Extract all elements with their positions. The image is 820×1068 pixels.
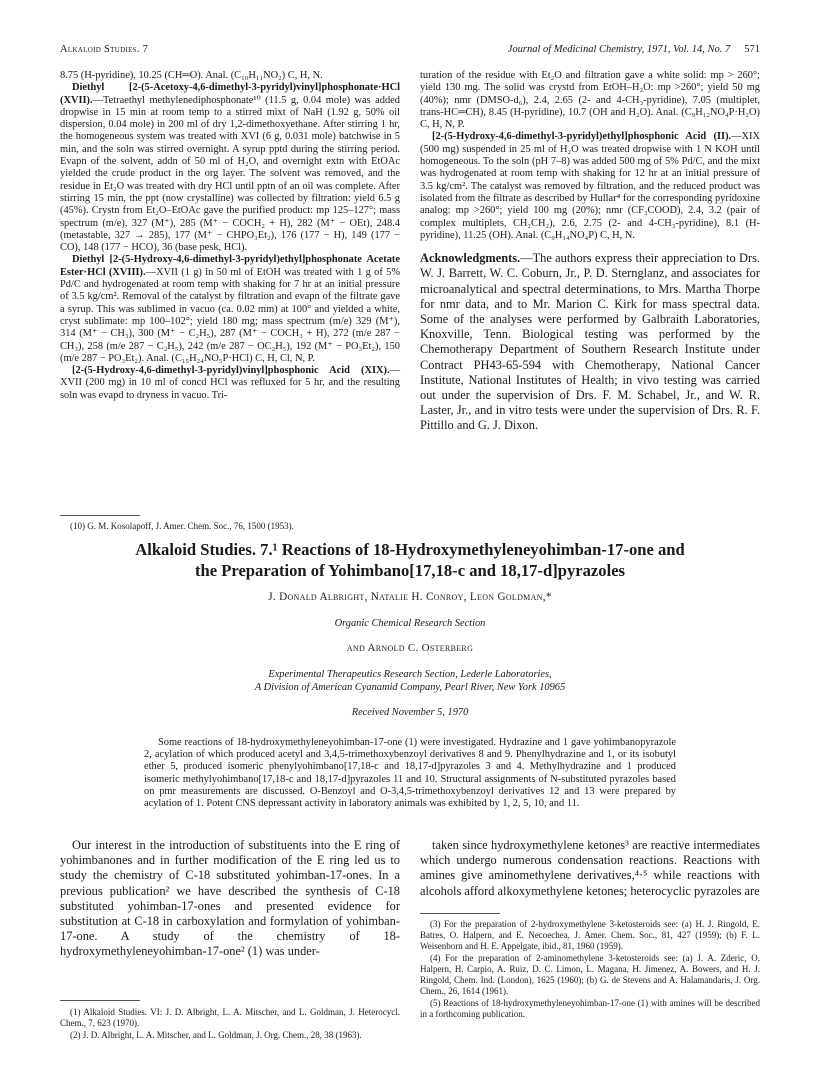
body-paragraph: Our interest in the introduction of substituents into the E ring of yohimbanones and in further modification of the E ring led us to study the chemistry of C-18 substituted yohimban-17-ones. In a previous publication² we have described the synthesis of C-18 substituted yohimban-17-ones and presented evidence for substitution at C-18 in carboxylation and formylation of yohimban-17-one. A study of the chemistry of 18-hydroxymethyleneyohimban-17-one² (1) was under- <box>60 838 400 959</box>
paragraph-text: —XIX (500 mg) suspended in 25 ml of H₂O was treated dropwise with 1 N KOH until homogeneous. To the soln (pH 7–8) was added 500 mg of 5% Pd/C, and the mixt was hydrogenated at room temp with shaking for 12 hr at an initial pressure of 3.5 kg/cm². The catalyst was removed by filtration, and the reduced product was isolated from the filtrate as described by Hullar⁴ for the corresponding pyridoxine analog: mp >260°; yield 100 mg (20%); nmr (CF₃COOD), 2.4, 3.2 (pair of complex multiplets, CH₂CH₂), 2.6, 2.75 (2- and 4-CH₃-pyridine), 8.1 (H-pyridine), 11.25 (OH). Anal. (C₉H₁₄NO₄P) C, H, N. <box>420 131 760 241</box>
footnote: (3) For the preparation of 2-hydroxymethylene 3-ketosteroids see: (a) H. J. Ringold, E. Batres, O. Halpern, and E. Necoechea, J. Amer. Chem. Soc., 81, 427 (1959); (b) F. L. Weisenborn and H. E. Appelgate, ibid., 81, 1960 (1959). <box>420 919 760 951</box>
experimental-paragraph <box>420 131 760 242</box>
right-column-experimental <box>420 70 760 434</box>
footnote-divider <box>420 913 500 914</box>
body-paragraph: taken since hydroxymethylene ketones³ are reactive intermediates which undergo numerous condensation reactions. Reactions with amines give aminomethylene derivatives,⁴·⁵ while reactions with alcohols afford alkoxymethylene ketones; heterocyclic pyrazoles are <box>420 838 760 898</box>
affiliation-line: Experimental Therapeutics Research Section, Lederle Laboratories, <box>268 669 552 680</box>
experimental-paragraph: turation of the residue with Et₂O and filtration gave a white solid: mp > 260°; yield 130 mg. The solid was crystd from EtOH–H₂O: mp >260°; yield 50 mg (40%); nmr (DMSO-d₆), 2.4, 2.65 (2- and 4-CH₃-pyridine), 7.05 (multiplet, trans-HC═CH), 8.45 (H-pyridine), 10.7 (OH and H₂O). Anal. (C₉H₁₂NO₄P·H₂O) C, H, N, P. <box>420 70 760 131</box>
title-line: the Preparation of Yohimbano[17,18-c and 18,17-d]pyrazoles <box>194 561 626 580</box>
compound-heading: [2-(5-Hydroxy-4,6-dimethyl-3-pyridyl)ethyl]phosphonic Acid (II). <box>432 131 732 143</box>
footnotes-left <box>60 1007 400 1042</box>
affiliation-line: A Division of American Cyanamid Company, Pearl River, New York 10965 <box>254 682 566 693</box>
body-left-column <box>60 838 400 960</box>
received-date: Received November 5, 1970 <box>351 707 469 718</box>
footnote: (2) J. D. Albright, L. A. Mitscher, and L. Goldman, J. Org. Chem., 28, 38 (1963). <box>70 1030 362 1040</box>
experimental-paragraph <box>60 365 400 402</box>
footnotes-right <box>420 919 760 1021</box>
page-header <box>60 44 760 58</box>
second-author: and Arnold C. Osterberg <box>346 642 474 654</box>
compound-heading: Diethyl [2-(5-Hydroxy-4,6-dimethyl-3-pyridyl)ethyl]phosphonate Acetate Ester·HCl (XVIII). <box>60 254 400 278</box>
experimental-paragraph <box>60 254 400 365</box>
compound-heading: Diethyl [2-(5-Acetoxy-4,6-dimethyl-3-pyridyl)vinyl]phosphonate·HCl (XVII). <box>60 82 400 106</box>
acknowledgments-text: —The authors express their appreciation to Drs. W. J. Barrett, W. C. Coburn, Jr., P. D. Sternglanz, and associates for microanalytical and spectral determinations, to Mrs. Martha Thorpe for nmr data, and to Mr. Marion C. Kirk for mass spectral data. Some of the analyses were performed by Galbraith Laboratories, Knoxville, Tenn. Biological testing was performed by the Chemotherapy Department of Southern Research Institute under Contract PH43-65-594 with Chemotherapy, National Cancer Institute, National Institutes of Health; in vivo testing was carried out under the supervision of Drs. F. M. Schabel, Jr., and W. R. Laster, Jr., and in vitro tests were under the supervision of Drs. R. F. Pittillo and G. J. Dixon. <box>420 251 760 433</box>
paragraph-text: —XVII (200 mg) in 10 ml of concd HCl was refluxed for 5 hr, and the resulting soln was evapd to dryness in vacuo. Tri- <box>60 365 400 401</box>
footnote-divider <box>60 515 140 516</box>
footnote-block <box>60 521 400 533</box>
running-title: Alkaloid Studies. 7 <box>60 44 149 55</box>
journal-name: Journal of Medicinal Chemistry, 1971, Vol. 14, No. 7 <box>507 44 731 55</box>
footnote-divider <box>60 1000 140 1001</box>
page-number: 571 <box>744 44 760 55</box>
paragraph-text: —Tetraethyl methylenediphosphonate¹⁰ (11.5 g, 0.04 mole) was added dropwise in 15 min at room temp to a stirred mixt of NaH (1.92 g, 50% oil dispersion, 0.04 mole) in 200 ml of dry 1,2-dimethoxyethane. After stirring 1 hr, the homogeneous system was treated with XVI (6 g, 0.031 mole) batchwise in 5 min, and the soln was stirred overnight. A syrup pptd during the stirring period. Evapn of the solvent, addn of 50 ml of H₂O, and overnight extn with EtOAc yielded the crude product in the org layer. The solvent was removed, and the residue in Et₂O was treated with dry HCl until pptn of an oil was complete. After stirring 15 min, the ppt (now crystalline) was collected by filtration: yield 6.5 g (45%). Crystn from Et₂O–EtOAc gave the purified product: mp 125–127°; mass spectrum (m/e), 327 (M⁺), 285 (M⁺ − COCH₂ + H), 282 (M⁺ − OEt), 248.4 (metastable, 327 → 285), 177 (M⁺ − CHPO₃Et₂), 176 (177 − H), 149 (177 − CO), 148 (177 − HCO), 36 (base pesk, HCl). <box>60 94 400 254</box>
compound-heading: [2-(5-Hydroxy-4,6-dimethyl-3-pyridyl)vinyl]phosphonic Acid (XIX). <box>72 365 390 377</box>
footnote: (1) Alkaloid Studies. VI: J. D. Albright, L. A. Mitscher, and L. Goldman, J. Heterocycl. Chem., 7, 623 (1970). <box>60 1007 400 1028</box>
footnote: (10) G. M. Kosolapoff, J. Amer. Chem. Soc., 76, 1500 (1953). <box>70 521 294 531</box>
acknowledgments <box>420 251 760 433</box>
body-right-column <box>420 838 760 899</box>
experimental-paragraph: 8.75 (H-pyridine), 10.25 (CH═O). Anal. (C₁₀H₁₁NO₂) C, H, N. <box>60 70 323 81</box>
author-list: J. Donald Albright, Natalie H. Conroy, Leon Goldman,* <box>268 591 552 603</box>
title-line: Alkaloid Studies. 7.¹ Reactions of 18-Hydroxymethyleneyohimban-17-one and <box>135 540 685 559</box>
paragraph-text: —XVII (1 g) in 50 ml of EtOH was treated with 1 g of 5% Pd/C and hydrogenated at room temp with shaking for 7 hr at an initial pressure of 3.5 kg/cm². Removal of the catalyst by filtration and evapn of the filtrate gave a syrup. This was sublimed in vacuo (ca. 0.02 mm) at 100° and yielded a white, cryst sublimate: mp 100–102°; yield 180 mg; mass spectrum (m/e) 329 (M⁺), 314 (M⁺ − CH₃), 300 (M⁺ − C₂H₅), 287 (M⁺ − COCH₃ + H), 272 (m/e 287 − CH₃), 258 (m/e 287 − C₂H₅), 242 (m/e 287 − OC₂H₅), 192 (M⁺ − PO₃Et₂), 150 (m/e 287 − PO₃Et₂). Anal. (C₁₅H₂₄NO₅P·HCl) C, H, Cl, N, P. <box>60 266 400 364</box>
left-column-experimental <box>60 70 400 402</box>
footnote: (4) For the preparation of 2-aminomethylene 3-ketosteroids see: (a) J. A. Zderic, O. Halpern, H. Carpio, A. Ruiz, D. C. Limon, L. Magana, H. Jimenez, A. Bowers, and H. J. Ringold, Chem. Ind. (London), 1625 (1960); (b) G. de Stevens and A. Halamandaris, J. Org. Chem., 26, 1614 (1961). <box>420 953 760 996</box>
acknowledgments-heading: Acknowledgments. <box>420 251 521 266</box>
experimental-paragraph <box>60 82 400 254</box>
abstract: Some reactions of 18-hydroxymethyleneyohimban-17-one (1) were investigated. Hydrazine and 1 gave yohimbanopyrazole 2, acylation of which produced acetyl and 3,4,5-trimethoxybenzoyl derivatives 8 and 9. Phenylhydrazine and 1, or its isobutyl ether 5, produced isomeric phenylyohimbano[17,18-c and 18,17-d]pyrazoles 3 and 4. Methylhydrazine and 1 produced isomeric methylyohimbano[17,18-c and 18,17-d]pyrazoles 11 and 10. Structural assignments of N-substituted pyrazoles based on pmr measurements are discussed. O-Benzoyl and O-3,4,5-trimethoxybenzoyl derivatives 12 and 13 were prepared by acylation of 1. Potent CNS depressant activity in laboratory animals was exhibited by 1, 2, 5, 10, and 11. <box>144 737 676 810</box>
section-affiliation: Organic Chemical Research Section <box>334 618 486 629</box>
article-title <box>60 539 760 581</box>
footnote: (5) Reactions of 18-hydroxymethyleneyohimban-17-one (1) with amines will be described in a forthcoming publication. <box>420 998 760 1019</box>
journal-citation <box>508 44 760 55</box>
